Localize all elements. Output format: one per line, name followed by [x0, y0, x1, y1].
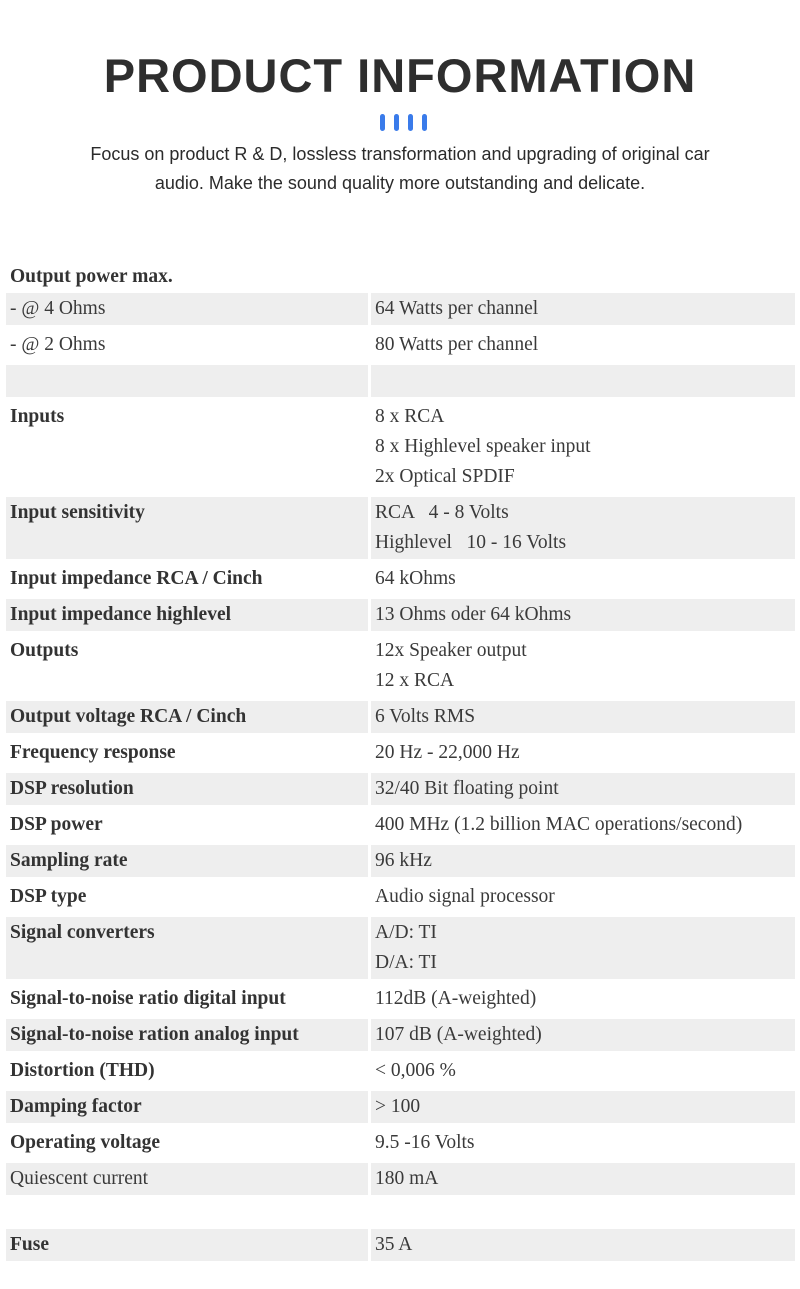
spec-label: Outputs	[10, 640, 79, 661]
intro-line: audio. Make the sound quality more outstanding and delicate.	[154, 173, 646, 193]
spec-row	[6, 401, 795, 493]
spec-table	[6, 263, 795, 1261]
spec-row	[6, 1163, 795, 1195]
spec-value	[371, 599, 795, 631]
spec-value-line: 80 Watts per channel	[375, 334, 539, 355]
spec-value-line: 35 A	[375, 1234, 413, 1255]
spec-label: Quiescent current	[6, 1163, 368, 1195]
spec-value	[371, 1055, 795, 1087]
spec-value	[371, 365, 795, 397]
spec-row	[6, 1127, 795, 1159]
spec-value-line: 13 Ohms oder 64 kOhms	[375, 604, 572, 625]
spec-value	[371, 635, 795, 697]
spec-value-line: 9.5 -16 Volts	[375, 1132, 475, 1153]
spec-row	[6, 365, 795, 397]
spec-value-line: 8 x Highlevel speaker input	[375, 436, 591, 457]
spec-value	[371, 293, 795, 325]
spec-row	[6, 293, 795, 325]
spec-value-line: > 100	[375, 1096, 421, 1117]
accent-bar	[408, 114, 413, 131]
spec-value	[371, 1019, 795, 1051]
spec-value-line: Highlevel 10 - 16 Volts	[375, 532, 567, 553]
spec-label: Signal-to-noise ration analog input	[6, 1019, 368, 1051]
spec-row	[6, 737, 795, 769]
spec-value	[371, 917, 795, 979]
intro-line: Focus on product R & D, lossless transformation and upgrading of original car	[90, 144, 710, 164]
spec-label: Input impedance RCA / Cinch	[10, 568, 263, 589]
spec-row	[6, 1019, 795, 1051]
spec-label: Output voltage RCA / Cinch	[6, 701, 368, 733]
spec-value-line: 112dB (A-weighted)	[375, 988, 537, 1009]
spec-label: Signal converters	[6, 917, 368, 979]
spec-label: Output power max.	[10, 266, 173, 287]
spec-row	[6, 563, 795, 595]
spec-row	[6, 701, 795, 733]
spec-value-line: 180 mA	[375, 1168, 439, 1189]
spec-value	[371, 737, 795, 769]
spec-label: Signal-to-noise ratio digital input	[10, 988, 286, 1009]
spec-value-line: A/D: TI	[375, 922, 437, 943]
spec-row	[6, 773, 795, 805]
spec-value-line: 107 dB (A-weighted)	[375, 1024, 542, 1045]
spec-value-line: 12 x RCA	[375, 670, 455, 691]
spec-row	[6, 263, 795, 289]
page-title: PRODUCT INFORMATION	[103, 49, 697, 102]
spec-value-line: RCA 4 - 8 Volts	[375, 502, 509, 523]
spec-value-line: D/A: TI	[375, 952, 437, 973]
spec-label: DSP power	[10, 814, 103, 835]
intro-text	[40, 140, 760, 198]
spec-value-line: 64 kOhms	[375, 568, 456, 589]
spec-row	[6, 983, 795, 1015]
spec-value	[371, 1091, 795, 1123]
spec-label: Fuse	[6, 1229, 368, 1261]
spec-label: Inputs	[10, 406, 65, 427]
spec-value	[371, 983, 795, 1015]
spec-row	[6, 845, 795, 877]
spec-value	[371, 329, 795, 361]
accent-bar	[380, 114, 385, 131]
accent-bar	[394, 114, 399, 131]
spec-value	[371, 773, 795, 805]
spec-label: Input sensitivity	[6, 497, 368, 559]
spec-value-line: 20 Hz - 22,000 Hz	[375, 742, 520, 763]
spec-value	[371, 563, 795, 595]
spec-value	[371, 809, 795, 841]
spec-row	[6, 917, 795, 979]
spec-row	[6, 635, 795, 697]
spec-value-line: 32/40 Bit floating point	[375, 778, 559, 799]
spec-label: Sampling rate	[6, 845, 368, 877]
spec-label: Operating voltage	[10, 1132, 161, 1153]
spec-row	[6, 497, 795, 559]
spec-value-line: 6 Volts RMS	[375, 706, 476, 727]
spec-value	[371, 263, 795, 289]
spec-row	[6, 1055, 795, 1087]
spec-value	[371, 1163, 795, 1195]
spec-value	[371, 1127, 795, 1159]
spec-label: - @ 4 Ohms	[6, 293, 368, 325]
spec-value-line: < 0,006 %	[375, 1060, 456, 1081]
spec-value	[371, 701, 795, 733]
spec-label	[6, 365, 368, 397]
spec-value-line: 12x Speaker output	[375, 640, 527, 661]
spec-value-line: 400 MHz (1.2 billion MAC operations/second)	[375, 814, 743, 835]
spec-label: Input impedance highlevel	[6, 599, 368, 631]
spec-row	[6, 1091, 795, 1123]
spec-label: - @ 2 Ohms	[10, 334, 106, 355]
spec-label: DSP resolution	[6, 773, 368, 805]
spec-row	[6, 329, 795, 361]
spec-value-line: 8 x RCA	[375, 406, 445, 427]
spec-row	[6, 881, 795, 913]
decorative-bars	[380, 114, 427, 131]
spec-value	[371, 845, 795, 877]
spec-value	[371, 881, 795, 913]
spec-value-line: 2x Optical SPDIF	[375, 466, 515, 487]
spec-label: Distortion (THD)	[10, 1060, 155, 1081]
spec-row	[6, 809, 795, 841]
spec-label: Damping factor	[6, 1091, 368, 1123]
spec-label: DSP type	[10, 886, 87, 907]
spec-value-line: Audio signal processor	[375, 886, 555, 907]
spec-value	[371, 401, 795, 493]
accent-bar	[422, 114, 427, 131]
spec-row	[6, 599, 795, 631]
spec-row	[6, 1229, 795, 1261]
spec-value-line: 96 kHz	[375, 850, 432, 871]
spec-label: Frequency response	[10, 742, 176, 763]
spec-value-line: 64 Watts per channel	[375, 298, 539, 319]
spec-value	[371, 1229, 795, 1261]
spec-value	[371, 497, 795, 559]
